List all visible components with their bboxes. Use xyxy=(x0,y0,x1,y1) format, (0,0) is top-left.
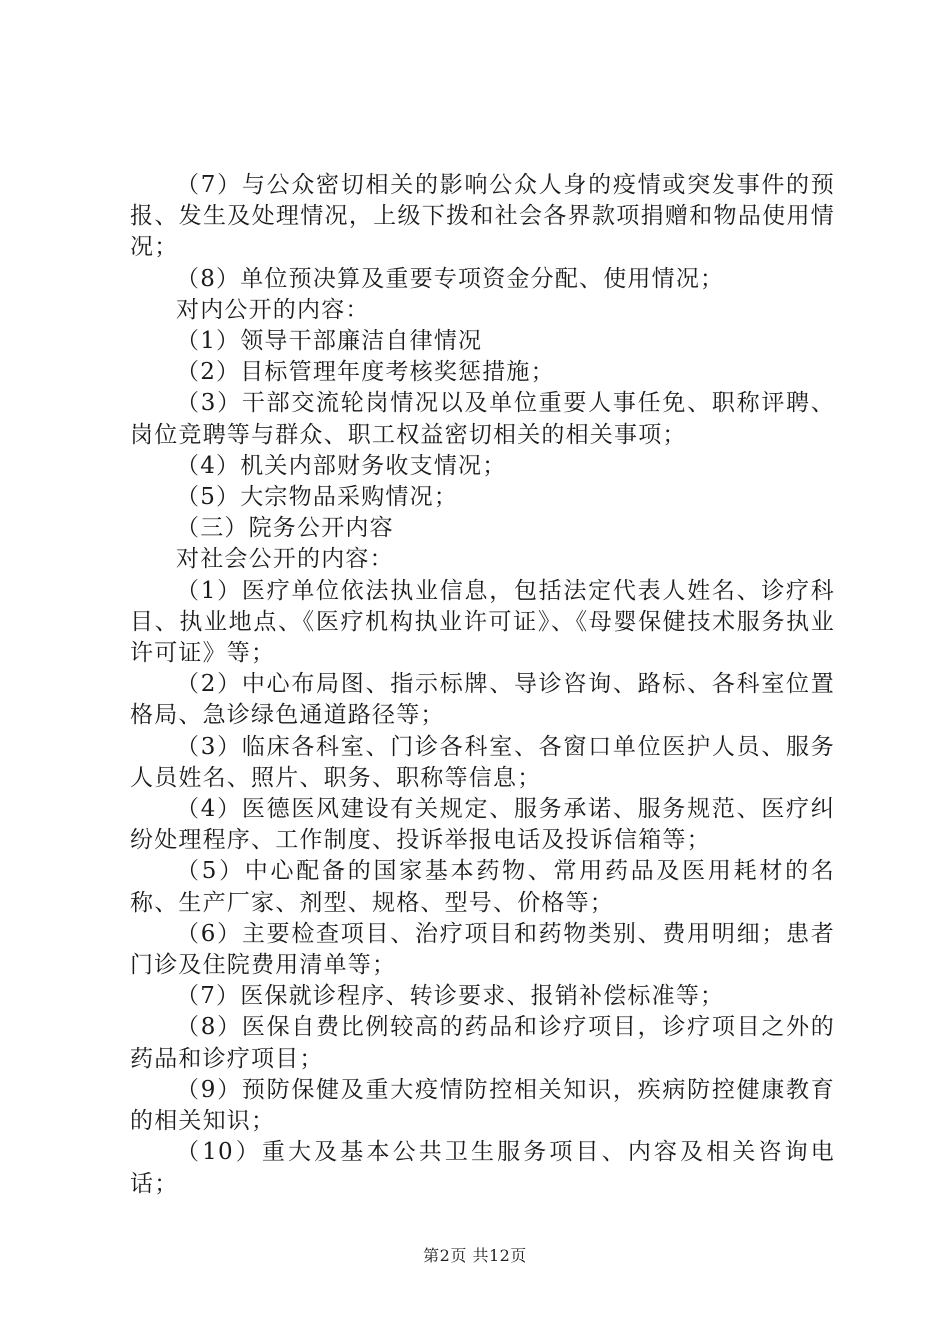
paragraph: （8）医保自费比例较高的药品和诊疗项目，诊疗项目之外的药品和诊疗项目； xyxy=(130,1014,835,1072)
paragraph: 对社会公开的内容： xyxy=(176,546,394,573)
document-body xyxy=(130,170,835,1200)
paragraph: （5）中心配备的国家基本药物、常用药品及医用耗材的名称、生产厂家、剂型、规格、型号、价格等； xyxy=(130,858,835,916)
paragraph: （5）大宗物品采购情况； xyxy=(176,484,459,511)
paragraph: （9）预防保健及重大疫情防控相关知识，疾病防控健康教育的相关知识； xyxy=(130,1076,835,1135)
paragraph: （7）医保就诊程序、转诊要求、报销补偿标准等； xyxy=(176,983,725,1010)
paragraph: （3）干部交流轮岗情况以及单位重要人事任免、职称评聘、岗位竞聘等与群众、职工权益密切相关的相关事项； xyxy=(130,390,835,448)
paragraph: （2）中心布局图、指示标牌、导诊咨询、路标、各科室位置格局、急诊绿色通道路径等； xyxy=(130,671,835,729)
paragraph: （4）医德医风建设有关规定、服务承诺、服务规范、医疗纠纷处理程序、工作制度、投诉举报电话及投诉信箱等； xyxy=(130,796,835,854)
paragraph: （1）领导干部廉洁自律情况 xyxy=(176,328,483,355)
paragraph: （4）机关内部财务收支情况； xyxy=(176,452,507,479)
paragraph: （8）单位预决算及重要专项资金分配、使用情况； xyxy=(176,265,725,292)
paragraph: （3）临床各科室、门诊各科室、各窗口单位医护人员、服务人员姓名、照片、职务、职称等信息； xyxy=(130,733,835,791)
section-heading: （三）院务公开内容 xyxy=(176,515,394,542)
page-footer: 第2页 共12页 xyxy=(423,1246,527,1265)
paragraph: （7）与公众密切相关的影响公众人身的疫情或突发事件的预报、发生及处理情况，上级下拨和社会各界款项捐赠和物品使用情况； xyxy=(130,172,835,261)
paragraph: （1）医疗单位依法执业信息，包括法定代表人姓名、诊疗科目、执业地点、《医疗机构执业许可证》、《母婴保健技术服务执业许可证》等； xyxy=(130,577,835,667)
paragraph: （6）主要检查项目、治疗项目和药物类别、费用明细；患者门诊及住院费用清单等； xyxy=(130,920,835,979)
paragraph: （2）目标管理年度考核奖惩措施； xyxy=(176,359,555,386)
paragraph: （10）重大及基本公共卫生服务项目、内容及相关咨询电话； xyxy=(130,1139,835,1197)
paragraph: 对内公开的内容： xyxy=(176,296,370,323)
